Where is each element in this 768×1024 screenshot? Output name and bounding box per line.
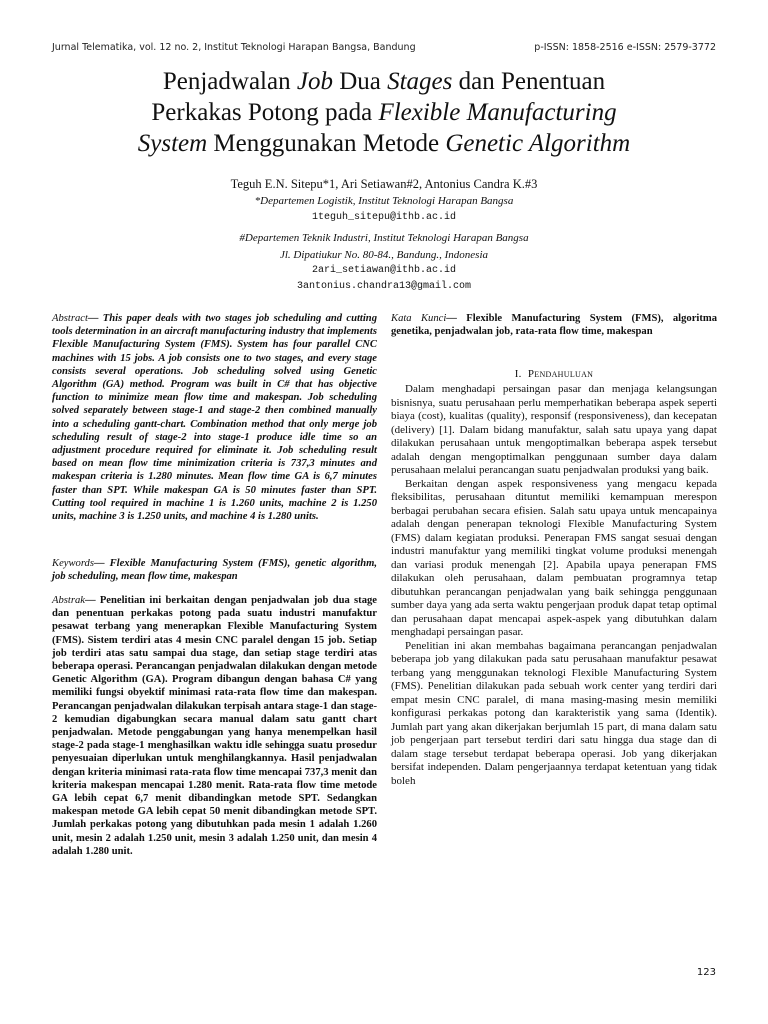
abstrak-text: — Penelitian ini berkaitan dengan penjadwalan job dua stage dan penentuan perkakas potong pada suatu industri manufaktur pesawat terbang yang menerapkan Flexible Manufacturing System (FMS). Sistem terdiri atas 4 mesin CNC paralel dengan 15 job. Setiap job terdiri atas satu sampai dua stage, dan setiap stage terdiri atas beberapa operasi. Perancangan penjadwalan dilakukan dengan metode Genetic Algorithm (GA). Program dibangun dengan bahasa C# yang memiliki fungsi obyektif minimasi rata-rata flow time dan makespan. Perancangan penjadwalan dilakukan terpisah antara stage-1 dan stage-2 kemudian digabungkan secara manual dalam satu gantt chart penjadwalan. Metode penggabungan yang hanya menempelkan hasil stage-2 pada stage-1 menghasilkan waktu idle sehingga suatu prosedur penyesuaian diperlukan untuk menghilangkannya. Hasil penjadwalan dengan kriteria minimasi rata-rata flow time mencapai 737,3 menit dan kriteria makespan mencapai 1.280 menit. Rata-rata flow time metode GA lebih cepat 6,7 menit dibandingkan metode SPT. Sedangkan makespan metode GA lebih cepat 50 menit dibandingkan metode SPT. Jumlah perkakas potong yang dibutuhkan pada mesin 1 adalah 1.260 unit, mesin 2 adalah 1.250 unit, mesin 3 adalah 1.250 unit, dan mesin 4 adalah 1.280 unit. [52, 595, 377, 857]
email-1: 1teguh_sitepu@ithb.ac.id [311, 212, 457, 223]
abstract-indonesian [52, 594, 377, 858]
email-2: 2ari_setiawan@ithb.ac.id [311, 265, 457, 276]
abstract-text: — This paper deals with two stages job scheduling and cutting tools determination in an aircraft manufacturing industry that implements Flexible Manufacturing System (FMS). System has four parallel CNC machines with 15 jobs. A job consists one to two stages, and every stage consists several operations. Job scheduling solved using Genetic Algorithm (GA) method. Program was built in C# that has objective function to minimize mean flow time and makespan. Job scheduling solved separately between stage-1 and stage-2 then combined manually into a scheduling gantt-chart. Combination method that only merge job scheduling result of stage-2 into stage-1 produce idle time so an adjustment procedure required for eliminate it. Job scheduling result based on mean flow time minimization criteria is 737,3 minutes and makespan criteria is 1.280 minutes. Mean flow time GA is 6,7 minutes faster than SPT. While makespan GA is 50 minutes faster than SPT. Cutting tool required in machine 1 is 1.260 units, machine 2 is 1.250 units, machine 3 is 1.250 units, and machine 4 is 1.280 units. [52, 313, 377, 523]
author-list: Teguh E.N. Sitepu*1, Ari Setiawan#2, Antonius Candra K.#3 [230, 177, 538, 191]
paragraph: Berkaitan dengan aspek responsiveness yang mengacu kepada fleksibilitas, perusahaan dituntut memiliki kemampuan merespon berbagai perubahan secara efisien. Salah satu upaya untuk mencapainya adalah dengan penerapan teknologi Flexible Manufacturing System (FMS) dalam kegiatan produksi. Penerapan FMS sangat sesuai dengan industri manufaktur yang memiliki tingkat volume produksi menengah dan variasi produk menengah [2]. Apabila upaya penerapan FMS dilakukan oleh perusahaan, dalam pembuatan programnya tetap dibutuhkan perancangan penjadwalan yang baik sehingga penggunaan sumber daya yang ada serta waktu pengerjaan produk dapat tetap optimal dan perusahaan dapat mencapai aspek-aspek yang dibutuhkan dalam menghadapi persaingan pasar. [391, 477, 717, 638]
introduction-body [391, 383, 717, 788]
kata-kunci [391, 312, 717, 338]
section-heading: I. Pendahuluan [514, 368, 594, 380]
page-number: 123 [696, 967, 716, 978]
keywords-lead: Keywords [52, 558, 94, 569]
journal-name: Jurnal Telematika, vol. 12 no. 2, Institut Teknologi Harapan Bangsa, Bandung [52, 42, 416, 53]
abstrak-lead: Abstrak [52, 595, 85, 606]
running-header [52, 42, 716, 53]
affiliation-2: #Departemen Teknik Industri, Institut Teknologi Harapan Bangsa [239, 232, 529, 244]
affiliation-1: *Departemen Logistik, Institut Teknologi Harapan Bangsa [254, 195, 514, 207]
kata-kunci-lead: Kata Kunci [391, 313, 447, 324]
abstract-lead: Abstract [52, 313, 88, 324]
paper-title: Penjadwalan Job Dua Stages dan Penentuan Perkakas Potong pada Flexible Manufacturing System Menggunakan Metode Genetic Algorithm [137, 68, 631, 157]
issn: p-ISSN: 1858-2516 e-ISSN: 2579-3772 [534, 42, 716, 53]
keywords-english [52, 557, 377, 583]
affiliation-2-address: Jl. Dipatiukur No. 80-84., Bandung., Indonesia [279, 249, 489, 261]
keywords-text: — Flexible Manufacturing System (FMS), genetic algorithm, job scheduling, mean flow time, makespan [52, 558, 377, 583]
kata-kunci-text: — Flexible Manufacturing System (FMS), algoritma genetika, penjadwalan job, rata-rata flow time, makespan [391, 313, 717, 338]
email-3: 3antonius.chandra13@gmail.com [296, 281, 472, 292]
abstract-english [52, 312, 377, 523]
paragraph: Penelitian ini akan membahas bagaimana perancangan penjadwalan beberapa job yang dilakukan pada satu perusahaan manufaktur pesawat terbang yang menggunakan teknologi Flexible Manufacturing System (FMS). Penelitian dilakukan pada sebuah work center yang terdiri dari empat mesin CNC paralel, di mana masing-masing mesin memiliki konfigurasi perkakas potong dan karakteristik yang sama (Identik). Jumlah part yang akan dikerjakan berjumlah 15 part, di mana dalam satu job pengerjaan part tersebut terdiri dari satu hingga dua stage dan di dalam stage tersebut terdapat beberapa operasi. Job yang dikerjakan bersifat independen. Dalam pengerjaannya terdapat ketentuan yang tidak boleh [391, 639, 717, 787]
paragraph: Dalam menghadapi persaingan pasar dan menjaga kelangsungan bisnisnya, suatu perusahaan perlu memperhatikan beberapa aspek seperti biaya (cost), kualitas (quality), responsif (responsiveness), dan kecepatan (delivery) [1]. Dalam bidang manufaktur, salah satu upaya yang dapat dilakukan perusahaan untuk mengoptimalkan beberapa aspek tersebut adalah dengan mengoptimalkan penggunaan sumber daya dalam perusahaan melalui perancangan suatu penjadwalan produksi yang baik. [391, 383, 717, 476]
